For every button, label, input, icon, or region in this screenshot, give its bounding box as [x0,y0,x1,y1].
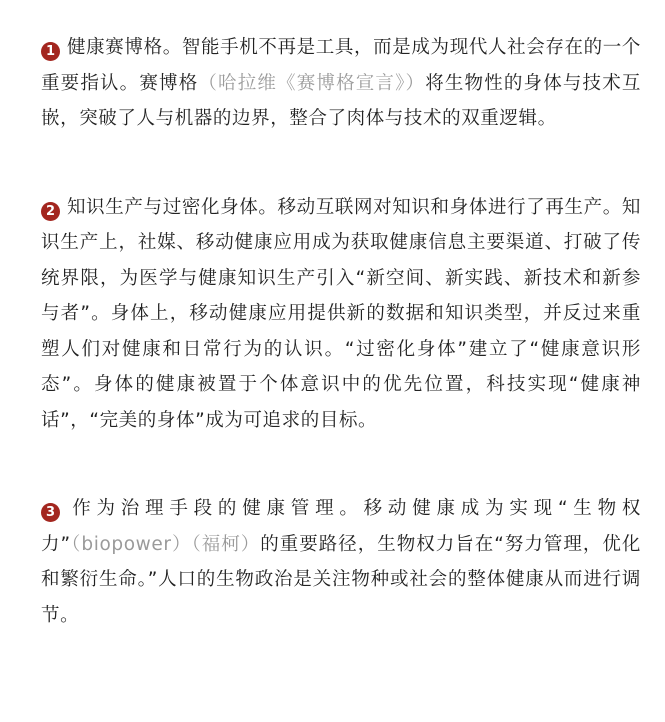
paragraph-2 [41,190,641,439]
citation-foucault: （biopower）（福柯） [70,533,261,555]
number-badge-icon: 2 [41,202,60,221]
paragraph-1-text: 健康赛博格。智能手机不再是工具，而是成为现代人社会存在的一个重要指认。赛博格 [41,37,641,94]
paragraph-3-text: 作为治理手段的健康管理。移动健康成为实现“生物权力” [41,498,641,555]
citation-haraway: （哈拉维《赛博格宣言》） [198,72,426,94]
paragraph-3-text-cont: 的重要路径，生物权力旨在“努力管理，优化和繁衍生命。”人口的生物政治是关注物种或社会的整体健康从而进行调节。 [41,533,641,626]
number-badge-icon: 1 [41,42,60,61]
paragraph-1 [41,30,641,137]
paragraph-1-text-cont: 将生物性的身体与技术互嵌，突破了人与机器的边界，整合了肉体与技术的双重逻辑。 [41,72,641,129]
paragraph-3 [41,491,641,633]
number-badge-icon: 3 [41,503,60,522]
paragraph-2-text: 知识生产与过密化身体。移动互联网对知识和身体进行了再生产。知识生产上，社媒、移动健康应用成为获取健康信息主要渠道、打破了传统界限，为医学与健康知识生产引入“新空间、新实践、新技术和新参与者”。身体上，移动健康应用提供新的数据和知识类型，并反过来重塑人们对健康和日常行为的认识。“过密化身体”建立了“健康意识形态”。身体的健康被置于个体意识中的优先位置，科技实现“健康神话”，“完美的身体”成为可追求的目标。 [41,196,641,431]
